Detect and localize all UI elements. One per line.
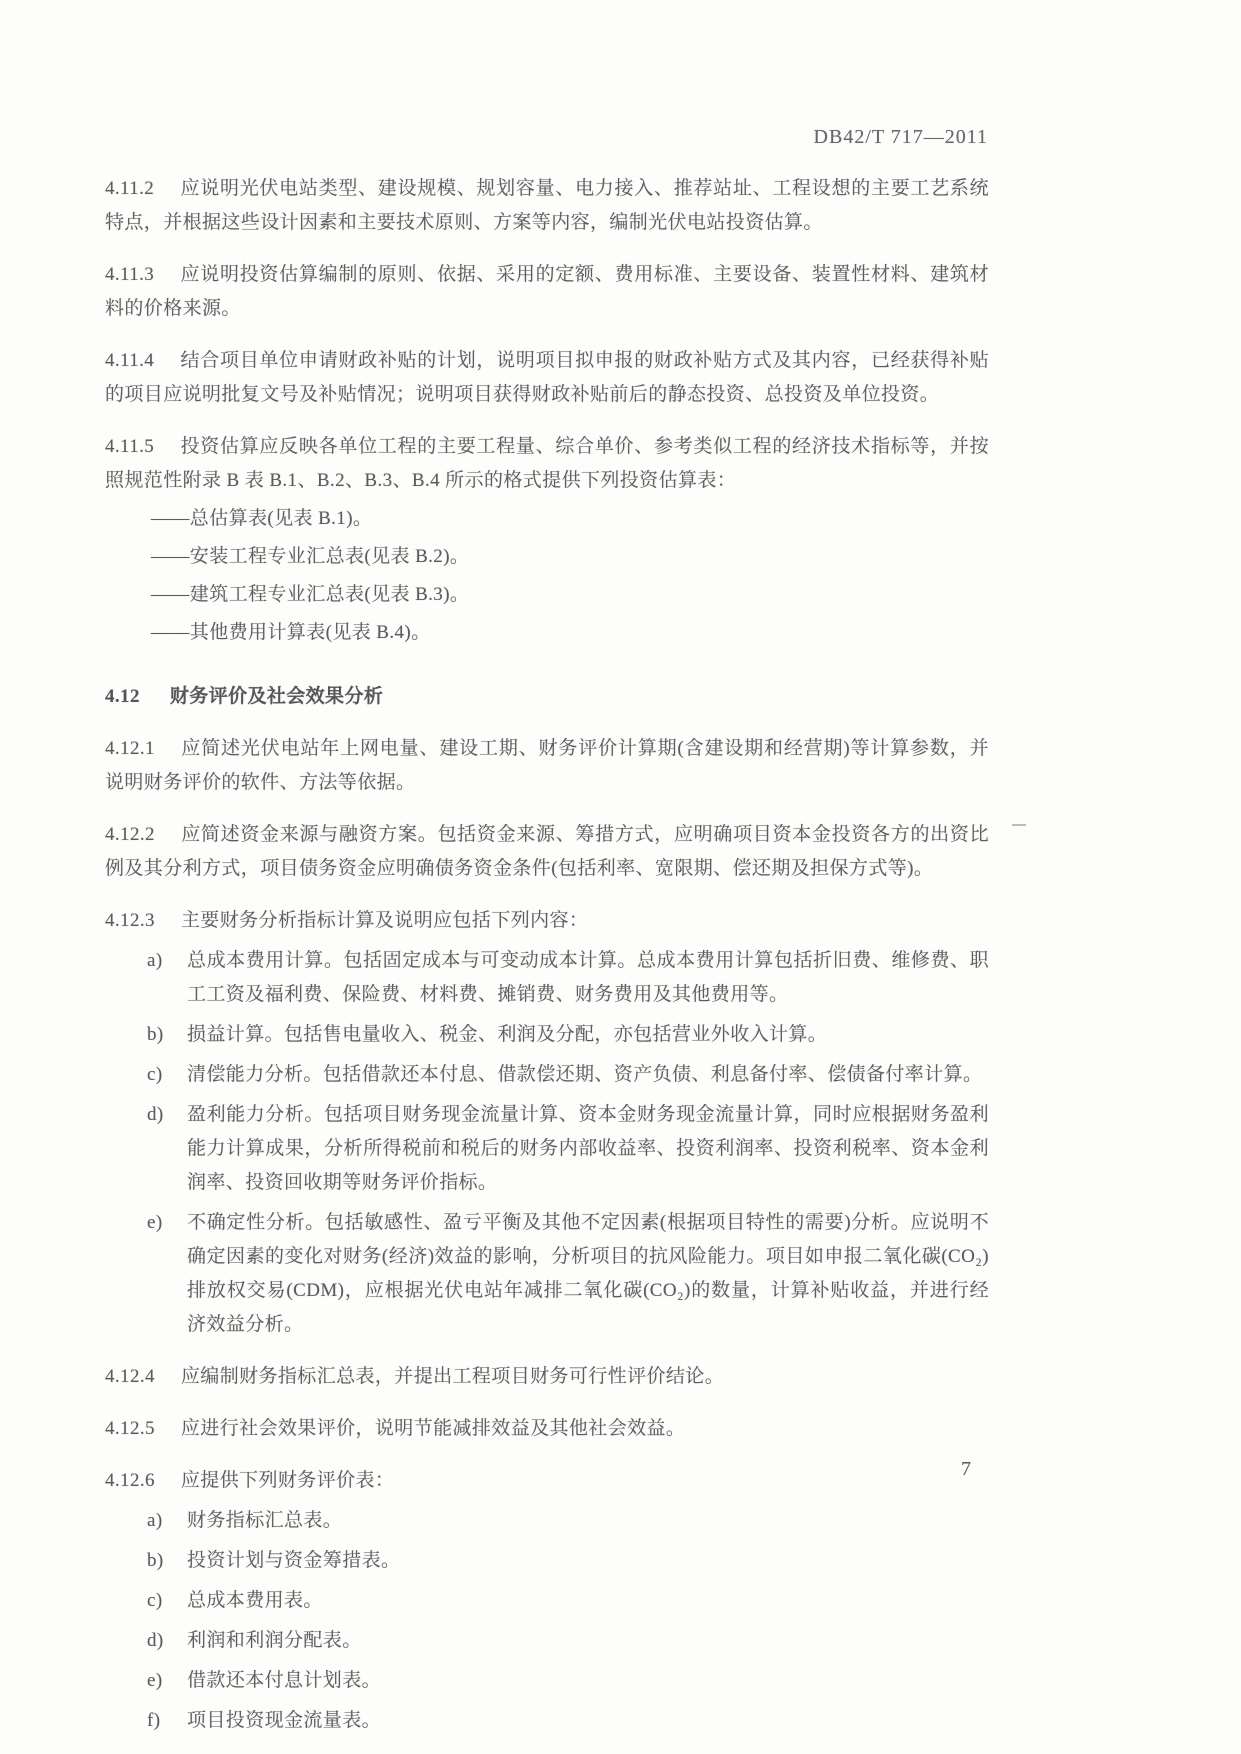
lettered-list-item — [105, 944, 989, 1012]
lettered-list-item — [105, 1584, 989, 1618]
clause-number: 4.11.3 — [105, 264, 155, 285]
lettered-list-item — [105, 1206, 989, 1342]
clause-paragraph — [105, 818, 989, 886]
page-number: 7 — [961, 1458, 971, 1480]
item-letter: a) — [147, 950, 163, 971]
clause-text: 应进行社会效果评价，说明节能减排效益及其他社会效益。 — [180, 1418, 686, 1439]
clause-paragraph — [105, 1464, 989, 1498]
item-text: 投资计划与资金筹措表。 — [187, 1550, 401, 1571]
clause-number: 4.12.3 — [105, 910, 155, 931]
dash-list-item: ——建筑工程专业汇总表(见表 B.3)。 — [151, 584, 470, 605]
clause-number: 4.12 — [105, 686, 140, 707]
scan-artifact-mark — [1012, 824, 1026, 826]
item-letter: c) — [147, 1590, 163, 1611]
item-letter: b) — [147, 1550, 164, 1571]
document-body — [105, 172, 989, 1738]
dash-list-item: ——其他费用计算表(见表 B.4)。 — [151, 622, 431, 643]
item-text: 财务指标汇总表。 — [187, 1510, 343, 1531]
item-text: 项目投资现金流量表。 — [187, 1710, 382, 1731]
dash-list-item: ——总估算表(见表 B.1)。 — [151, 508, 373, 529]
clause-number: 4.12.4 — [105, 1366, 155, 1387]
item-text: 损益计算。包括售电量收入、税金、利润及分配，亦包括营业外收入计算。 — [187, 1024, 828, 1045]
clause-text: 财务评价及社会效果分析 — [169, 686, 384, 707]
clause-text: 应提供下列财务评价表： — [180, 1470, 395, 1491]
lettered-list-item — [105, 1664, 989, 1698]
clause-number: 4.12.2 — [105, 824, 155, 845]
item-letter: e) — [147, 1212, 163, 1233]
item-letter: b) — [147, 1024, 164, 1045]
item-letter: c) — [147, 1064, 163, 1085]
clause-number: 4.11.2 — [105, 178, 155, 199]
lettered-list-item — [105, 1058, 989, 1092]
clause-paragraph — [105, 1360, 989, 1394]
lettered-list-item — [105, 1624, 989, 1658]
clause-paragraph — [105, 258, 989, 326]
dash-list-item: ——安装工程专业汇总表(见表 B.2)。 — [151, 546, 470, 567]
item-letter: a) — [147, 1510, 163, 1531]
clause-text: 应编制财务指标汇总表，并提出工程项目财务可行性评价结论。 — [180, 1366, 725, 1387]
item-text: 不确定性分析。包括敏感性、盈亏平衡及其他不定因素(根据项目特性的需要)分析。应说明不确定因素的变化对财务(经济)效益的影响，分析项目的抗风险能力。项目如申报二氧化碳(CO₂)排放权交易(CDM)，应根据光伏电站年减排二氧化碳(CO₂)的数量，计算补贴收益，并进行经济效益分析。 — [187, 1212, 989, 1335]
item-letter: f) — [147, 1710, 161, 1731]
clause-number: 4.11.4 — [105, 350, 155, 371]
clause-text: 应说明光伏电站类型、建设规模、规划容量、电力接入、推荐站址、工程设想的主要工艺系统特点，并根据这些设计因素和主要技术原则、方案等内容，编制光伏电站投资估算。 — [105, 178, 989, 233]
clause-paragraph — [105, 172, 989, 240]
lettered-list-item — [105, 1098, 989, 1200]
item-text: 利润和利润分配表。 — [187, 1630, 362, 1651]
clause-number: 4.12.6 — [105, 1470, 155, 1491]
clause-text: 主要财务分析指标计算及说明应包括下列内容： — [180, 910, 589, 931]
lettered-list-item — [105, 1018, 989, 1052]
lettered-list-item — [105, 1704, 989, 1738]
clause-number: 4.12.1 — [105, 738, 155, 759]
clause-text: 投资估算应反映各单位工程的主要工程量、综合单价、参考类似工程的经济技术指标等，并按照规范性附录 B 表 B.1、B.2、B.3、B.4 所示的格式提供下列投资估算表： — [105, 436, 989, 491]
item-letter: d) — [147, 1630, 164, 1651]
clause-text: 应简述光伏电站年上网电量、建设工期、财务评价计算期(含建设期和经营期)等计算参数，并说明财务评价的软件、方法等依据。 — [105, 738, 989, 793]
clause-paragraph — [105, 904, 989, 938]
clause-number: 4.11.5 — [105, 436, 155, 457]
clause-paragraph — [105, 430, 989, 498]
lettered-list-item — [105, 1504, 989, 1538]
item-text: 总成本费用表。 — [187, 1590, 323, 1611]
item-text: 总成本费用计算。包括固定成本与可变动成本计算。总成本费用计算包括折旧费、维修费、职工工资及福利费、保险费、材料费、摊销费、财务费用及其他费用等。 — [187, 950, 989, 1005]
clause-text: 结合项目单位申请财政补贴的计划，说明项目拟申报的财政补贴方式及其内容，已经获得补贴的项目应说明批复文号及补贴情况；说明项目获得财政补贴前后的静态投资、总投资及单位投资。 — [105, 350, 989, 405]
clause-text: 应说明投资估算编制的原则、依据、采用的定额、费用标准、主要设备、装置性材料、建筑材料的价格来源。 — [105, 264, 989, 319]
clause-paragraph — [105, 732, 989, 800]
clause-number: 4.12.5 — [105, 1418, 155, 1439]
item-text: 借款还本付息计划表。 — [187, 1670, 382, 1691]
item-text: 清偿能力分析。包括借款还本付息、借款偿还期、资产负债、利息备付率、偿债备付率计算。 — [187, 1064, 983, 1085]
lettered-list-item — [105, 1544, 989, 1578]
clause-paragraph — [105, 1412, 989, 1446]
section-heading — [105, 680, 989, 714]
item-letter: e) — [147, 1670, 163, 1691]
standard-code-header: DB42/T 717—2011 — [813, 126, 988, 148]
item-text: 盈利能力分析。包括项目财务现金流量计算、资本金财务现金流量计算，同时应根据财务盈利能力计算成果，分析所得税前和税后的财务内部收益率、投资利润率、投资利税率、资本金利润率、投资回收期等财务评价指标。 — [187, 1104, 989, 1193]
clause-text: 应简述资金来源与融资方案。包括资金来源、筹措方式，应明确项目资本金投资各方的出资比例及其分利方式，项目债务资金应明确债务资金条件(包括利率、宽限期、偿还期及担保方式等)。 — [105, 824, 989, 879]
clause-paragraph — [105, 344, 989, 412]
item-letter: d) — [147, 1104, 164, 1125]
